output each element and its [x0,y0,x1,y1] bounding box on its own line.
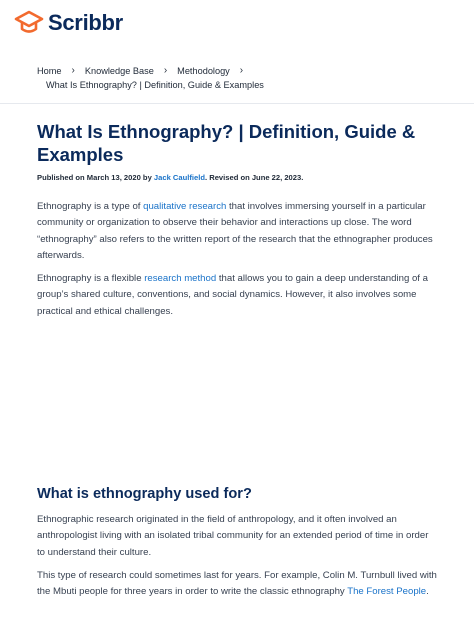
breadcrumb [37,64,457,92]
paragraph-text: . [426,586,429,598]
published-date: Published on March 13, 2020 by [37,173,154,182]
breadcrumb-home[interactable]: Home [37,66,62,76]
paragraph-text: This type of research could sometimes last for years. For example, Colin M. Turnbull lived with the Mbuti people for three years in order to write the classic ethnography [37,570,437,598]
revised-date: . Revised on June 22, 2023. [204,173,304,182]
intro-paragraph-2 [37,271,437,320]
scribbr-mortarboard-icon [14,10,44,36]
intro-paragraph-1 [37,199,437,264]
paragraph-text: that allows you to gain a deep understanding of a group’s shared culture, conventions, and social dynamics. However, it also involves some practical and ethical challenges. [37,273,428,317]
breadcrumb-methodology[interactable]: Methodology [177,66,230,76]
section-heading: What is ethnography used for? [37,486,252,502]
chevron-right-icon: › [71,65,75,76]
section-paragraph-1: Ethnographic research originated in the field of anthropology, and it often involved an anthropologist living with an isolated tribal community for an extended period of time in order to understand their culture. [37,514,429,558]
author-link[interactable]: Jack Caulfield [153,173,205,182]
forest-people-link[interactable]: The Forest People [347,586,427,598]
chevron-right-icon: › [163,65,168,76]
paragraph-text: Ethnography is a flexible [37,273,145,284]
site-header [0,0,474,48]
paragraph-text: Ethnography is a type of [37,201,144,212]
page-title: What Is Ethnography? | Definition, Guide & Examples [37,121,416,165]
article-meta [37,173,457,182]
scribbr-logo[interactable] [14,10,123,36]
research-method-link[interactable]: research method [144,273,217,284]
paragraph-text: that involves immersing yourself in a particular community or organization to observe their behavior and interactions up close. The word “ethnography” also refers to the written report of the research that the ethnographer produces afterwards. [37,201,433,261]
brand-name: Scribbr [48,10,123,35]
chevron-right-icon: › [239,65,244,76]
breadcrumb-knowledge-base[interactable]: Knowledge Base [84,66,154,76]
header-divider [0,103,474,104]
section-paragraph-2 [37,568,437,601]
qualitative-research-link[interactable]: qualitative research [143,201,227,212]
breadcrumb-current: What Is Ethnography? | Definition, Guide & Examples [46,80,264,90]
